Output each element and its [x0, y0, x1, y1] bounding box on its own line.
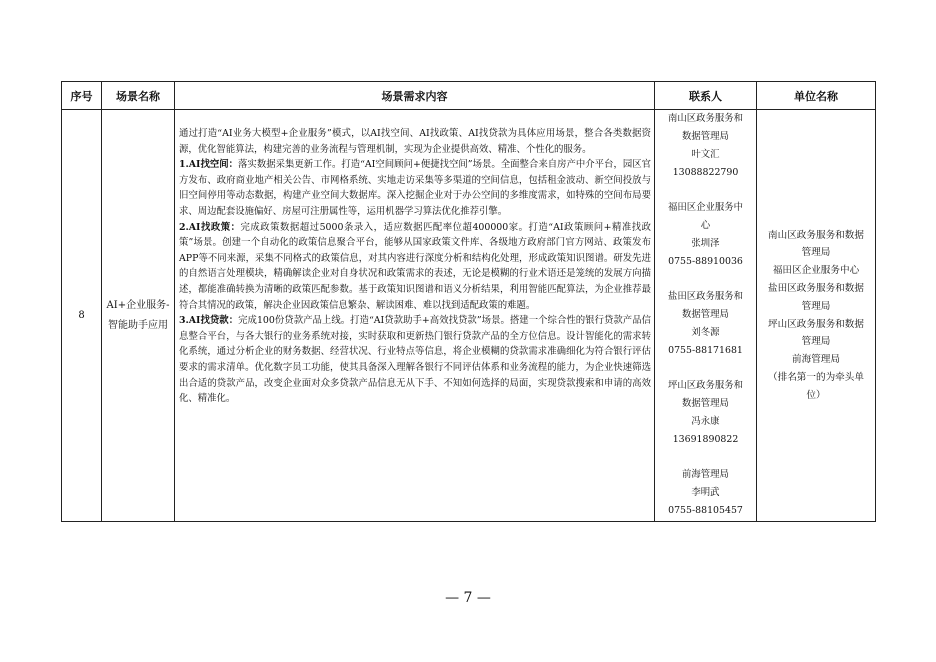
contact-org: 盐田区政务服务和	[667, 291, 743, 302]
contact-block-2	[655, 199, 756, 271]
contact-phone: 0755-88105457	[668, 505, 743, 516]
contact-phone: 0755-88171681	[668, 345, 743, 356]
contact-block-1	[655, 110, 756, 182]
unit-line: 管理局	[801, 247, 831, 259]
header-no: 序号	[62, 82, 102, 110]
contact-org: 数据管理局	[682, 398, 729, 409]
content-item-3	[179, 313, 651, 407]
header-contact: 联系人	[655, 82, 757, 110]
header-content: 场景需求内容	[175, 82, 655, 110]
item1-text: 落实数据采集更新工作。打造“AI空间顾问+便捷找空间”场景。全面整合来自房产中介平台，园区官方发布、政府商业地产相关公告、市网格系统、实地走访采集等多渠道的空间信息，包括租金波动、新空间投放与旧空间停用等动态数据，构建产业空间大数据库。深入挖掘企业对于办公空间的多维度需求，如特殊的空间布局要求、周边配套设施偏好、房屋可注册属性等，运用机器学习算法优化推荐引擎。	[179, 159, 651, 217]
contact-person: 李明武	[691, 487, 720, 498]
header-scene-name: 场景名称	[102, 82, 175, 110]
scene-name-line2: 智能助手应用	[108, 319, 168, 331]
contact-phone: 0755-88910036	[668, 256, 743, 267]
item2-text: 完成政策数据超过5000条录入，适应数据匹配率位超400000家。打造“AI政策顾问+精准找政策”场景。创建一个自动化的政策信息聚合平台，能够从国家政策文件库、各级地方政府部门官方网站、政策发布APP等不同来源，采集不同格式的政策信息，对其内容进行深度分析和结构化处理，形成政策知识图谱。研发先进的自然语言处理模块，精确解读企业对自身状况和政策需求的表述，无论是模糊的行业术语还是笼统的发展方向描述，都能准确转换为清晰的政策匹配参数。基于政策知识图谱和语义分析结果，利用智能匹配算法，为企业推荐最符合其情况的政策，解决企业因政策信息繁杂、解读困难、难以找到适配政策的难题。	[179, 221, 651, 311]
contact-person: 刘冬源	[691, 327, 720, 338]
unit-line: 前海管理局	[792, 354, 840, 366]
contact-org: 坪山区政务服务和	[667, 380, 743, 391]
contact-org: 福田区企业服务中	[667, 202, 743, 213]
contact-person: 冯永康	[691, 416, 720, 427]
unit-line: 坪山区政务服务和数据	[768, 318, 864, 330]
unit-line: 盐田区政务服务和数据	[768, 282, 864, 294]
unit-line: （排名第一的为牵头单	[768, 371, 864, 383]
header-unit: 单位名称	[757, 82, 876, 110]
item2-title: 2.AI找政策：	[179, 221, 241, 233]
unit-line: 福田区企业服务中心	[772, 265, 860, 277]
content-item-2	[179, 220, 651, 314]
item3-title: 3.AI找贷款：	[179, 315, 239, 327]
contact-org: 前海管理局	[682, 469, 729, 480]
item1-title: 1.AI找空间：	[179, 159, 239, 171]
contact-person: 张圳泽	[691, 238, 720, 249]
contact-org: 南山区政务服务和	[667, 113, 743, 124]
contact-block-4	[655, 377, 756, 449]
unit-line: 位）	[806, 389, 826, 401]
row-number: 8	[62, 110, 102, 522]
content-item-1	[179, 157, 651, 219]
contact-person: 叶文汇	[691, 149, 720, 160]
unit-line: 南山区政务服务和数据	[768, 229, 864, 241]
unit-line: 管理局	[801, 300, 831, 312]
table-row	[62, 110, 876, 522]
table-header-row	[62, 82, 876, 110]
contact-org: 数据管理局	[682, 309, 729, 320]
page-number: — 7 —	[445, 590, 491, 606]
item3-text: 完成100份贷款产品上线。打造“AI贷款助手+高效找贷款”场景。搭建一个综合性的银行贷款产品信息整合平台，与各大银行的业务系统对接，实时获取和更新热门银行贷款产品的全方位信息。设计智能化的需求转化系统，通过分析企业的财务数据、经营状况、行业特点等信息，将企业模糊的贷款需求准确细化为符合银行评估要求的需求清单。优化数字员工功能，使其具备深入理解各银行不同评估体系和业务流程的能力，为企业快速筛选出合适的贷款产品，改变企业面对众多贷款产品信息无从下手、不知如何选择的局面，实现贷款搜索和申请的高效化、精准化。	[179, 315, 652, 405]
contact-block-5	[655, 466, 756, 520]
scene-content-cell	[175, 110, 655, 522]
unit-cell	[757, 110, 876, 522]
contact-block-3	[655, 288, 756, 360]
unit-line: 管理局	[801, 336, 831, 348]
scene-name-cell	[102, 110, 175, 522]
scene-name-line1: AI+企业服务-	[106, 299, 170, 311]
contact-org: 心	[700, 220, 711, 231]
contact-phone: 13088822790	[672, 167, 739, 178]
contact-org: 数据管理局	[682, 131, 729, 142]
content-intro: 通过打造“AI业务大模型+企业服务”模式，以AI找空间、AI找政策、AI找贷款为具体应用场景，整合各类数据资源，优化智能算法，构建完善的业务流程与管理机制，实现为企业提供高效、精准、个性化的服务。	[179, 128, 651, 155]
requirements-table	[61, 81, 876, 522]
contact-phone: 13691890822	[672, 434, 739, 445]
contact-cell	[655, 110, 757, 522]
